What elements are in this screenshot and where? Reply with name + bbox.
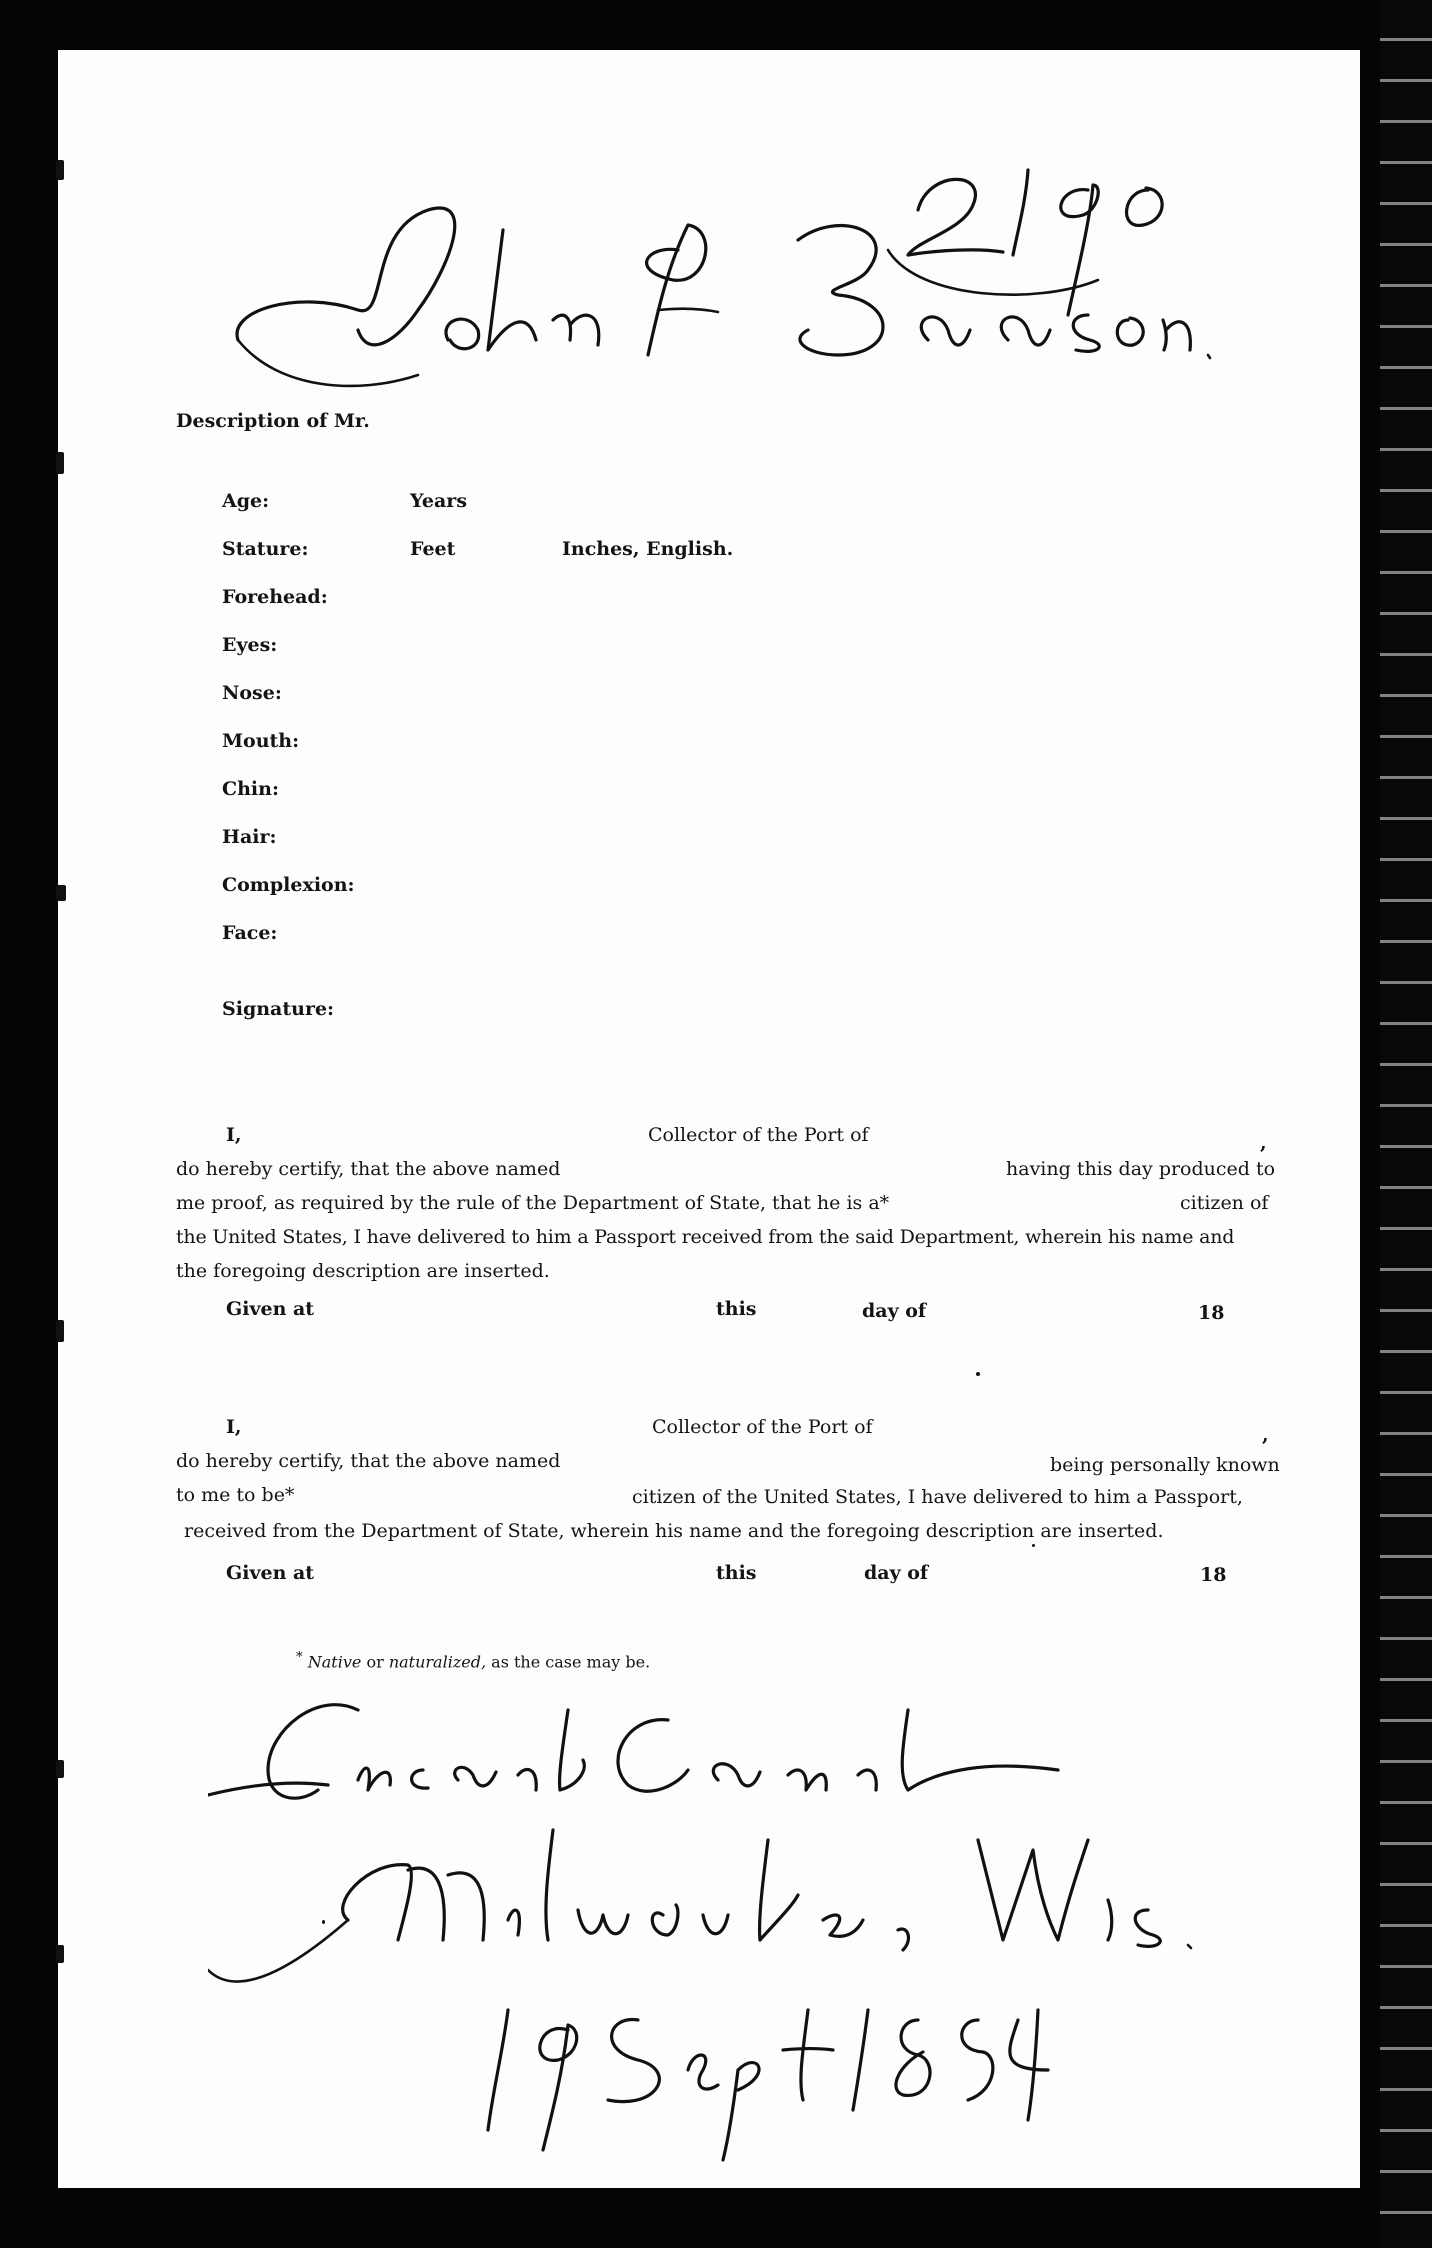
description-heading: Description of Mr.: [176, 410, 370, 432]
footnote-rest: as the case may be.: [491, 1652, 651, 1672]
face-label: Face:: [222, 922, 278, 944]
age-label: Age:: [222, 490, 270, 512]
cert2-day-of: day of: [864, 1562, 929, 1584]
cert2-given-at: Given at: [226, 1562, 315, 1584]
age-unit-label: Years: [410, 490, 468, 512]
footnote: [296, 1650, 650, 1671]
nose-label: Nose:: [222, 682, 282, 704]
binding-mark: [56, 1760, 64, 1778]
cert2-collector: Collector of the Port of: [652, 1416, 873, 1438]
passport-form-page: [58, 50, 1360, 2188]
inches-label: Inches, English.: [562, 538, 734, 560]
cert2-comma: ,: [1262, 1424, 1269, 1446]
footnote-mark: *: [296, 1650, 303, 1665]
cert1-line2-right: citizen of: [1180, 1192, 1269, 1214]
eyes-label: Eyes:: [222, 634, 278, 656]
signature-label: Signature:: [222, 998, 335, 1020]
complexion-label: Complexion:: [222, 874, 355, 896]
cert1-given-at: Given at: [226, 1298, 315, 1320]
cert2-year-prefix: 18: [1200, 1564, 1227, 1586]
cert1-line1-left: do hereby certify, that the above named: [176, 1158, 561, 1180]
cert2-line2-left: to me to be*: [176, 1484, 295, 1506]
cert1-line1-right: having this day produced to: [1006, 1158, 1276, 1180]
mouth-label: Mouth:: [222, 730, 300, 752]
footnote-naturalized: naturalized,: [388, 1652, 487, 1672]
film-edge-strip: [1380, 0, 1432, 2248]
cert1-collector: Collector of the Port of: [648, 1124, 869, 1146]
cert2-this: this: [716, 1562, 757, 1584]
paper-speck: [322, 1920, 325, 1924]
stature-label: Stature:: [222, 538, 309, 560]
cert1-comma: ,: [1260, 1132, 1267, 1154]
cert1-line4: the foregoing description are inserted.: [176, 1260, 550, 1282]
cert1-day-of: day of: [862, 1300, 927, 1322]
handwritten-court-place-date: [208, 1690, 1308, 2170]
feet-label: Feet: [410, 538, 456, 560]
cert2-line1-right: being personally known: [1050, 1454, 1280, 1476]
paper-speck: [1032, 1544, 1035, 1547]
hair-label: Hair:: [222, 826, 277, 848]
cert2-line1-left: do hereby certify, that the above named: [176, 1450, 561, 1472]
footnote-native: Native: [307, 1652, 362, 1672]
cert1-line2-left: me proof, as required by the rule of the Department of State, that he is a*: [176, 1192, 890, 1214]
footnote-or: or: [366, 1652, 384, 1672]
binding-mark: [56, 1320, 64, 1342]
binding-mark: [56, 160, 64, 180]
cert2-i: I,: [226, 1416, 242, 1438]
binding-mark: [56, 452, 64, 474]
handwritten-name: [218, 190, 1218, 410]
paper-speck: [976, 1372, 980, 1376]
cert1-this: this: [716, 1298, 757, 1320]
chin-label: Chin:: [222, 778, 279, 800]
cert2-line3: received from the Department of State, wherein his name and the foregoing description are inserted.: [184, 1520, 1164, 1542]
binding-mark: [56, 885, 66, 901]
cert2-line2-right: citizen of the United States, I have delivered to him a Passport,: [632, 1486, 1243, 1508]
cert1-line3: the United States, I have delivered to him a Passport received from the said Department, wherein his name and: [176, 1226, 1235, 1248]
binding-mark: [56, 1945, 64, 1963]
cert1-i: I,: [226, 1124, 242, 1146]
forehead-label: Forehead:: [222, 586, 328, 608]
cert1-year-prefix: 18: [1198, 1302, 1225, 1324]
